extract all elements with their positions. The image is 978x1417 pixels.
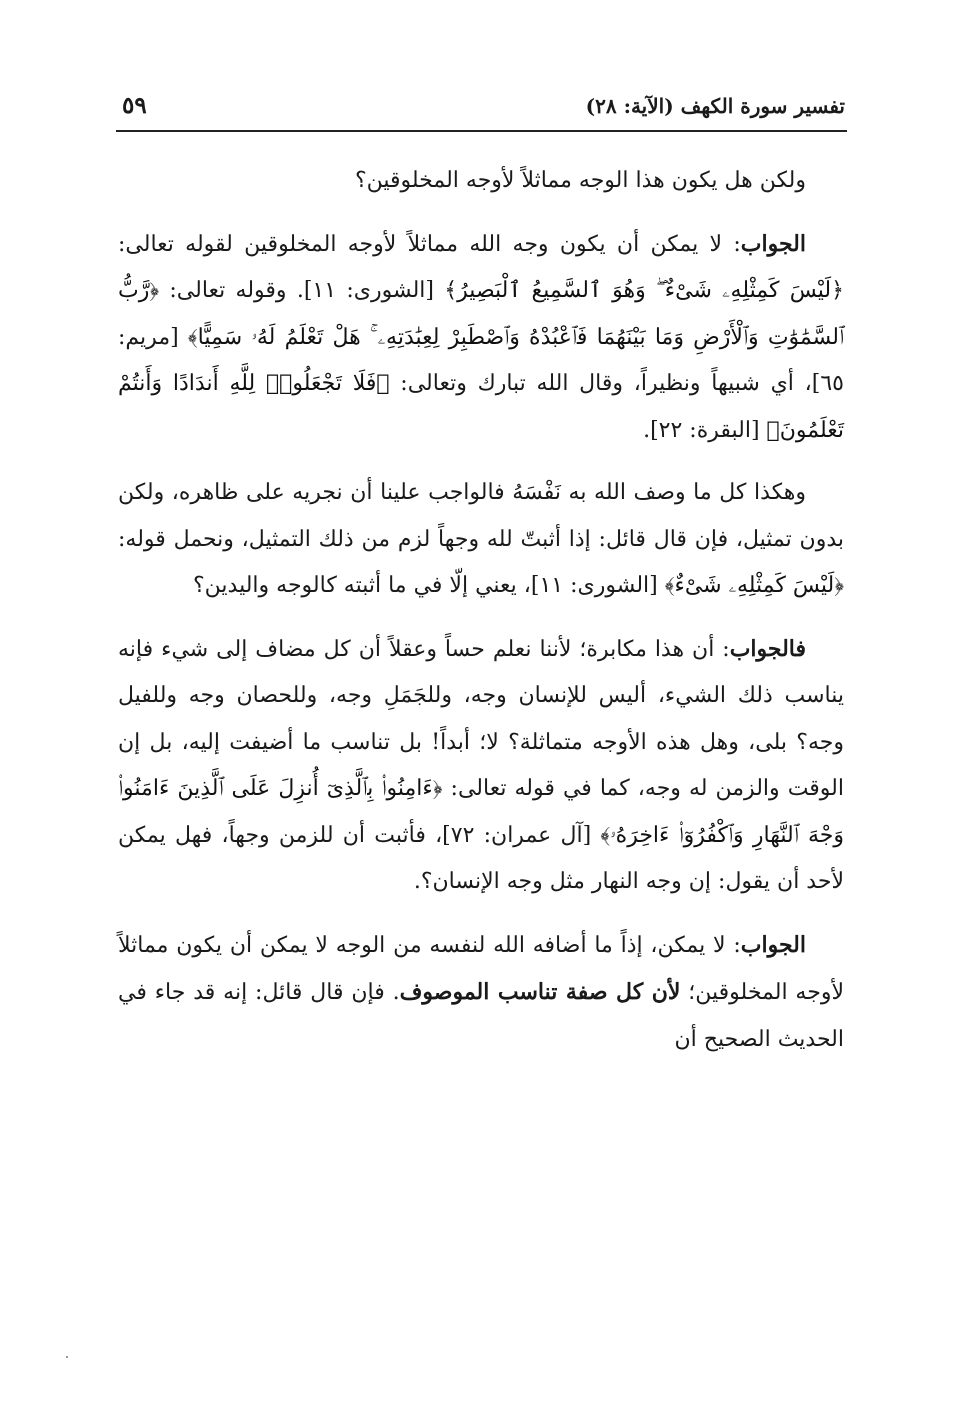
paragraph-text: [الشورى: ١١]. وقوله تعالى: (159, 278, 445, 303)
answer-label: الجواب (740, 931, 806, 958)
paragraph-text: [الشورى: ١١]، يعني إلّا في ما أثبته كالوجه واليدين؟ (192, 573, 665, 598)
paragraph-answer-1 (118, 221, 844, 455)
quran-verse: ﴿لَيْسَ كَمِثْلِهِۦ شَىْءٌ﴾ (664, 573, 844, 598)
paragraph-text: . فإن قال قائل: إنه قد جاء في الحديث الصحيح أن (118, 980, 844, 1052)
page-body (118, 158, 844, 1063)
paragraph-text: [مريم: ٦٥]، أي شبيهاً ونظيراً، وقال الله تبارك وتعالى: (118, 324, 844, 396)
paragraph-objection (118, 470, 844, 610)
paragraph-answer-2 (118, 626, 844, 906)
scan-speck (66, 1356, 68, 1358)
paragraph-text: : أن هذا مكابرة؛ لأننا نعلم حساً وعقلاً أن كل مضاف إلى شيء فإنه يناسب ذلك الشيء، أليس للإنسان وجه، وللجَمَلِ وجه، وللحصان وجه وللفيل وجه؟ بلى، وهل هذه الأوجه متماثلة؟ لا؛ أبداً! بل تناسب ما أضيفت إليه، بل إن الوقت والزمن له وجه، كما في قوله تعالى: (118, 636, 844, 801)
quran-verse: ﴿لَيْسَ كَمِثْلِهِۦ شَىْءٌ ۖ وَهُوَ ٱلسَّمِيعُ ٱلْبَصِيرُ﴾ (444, 278, 844, 303)
paragraph-text: [البقرة: ٢٢]. (643, 417, 767, 443)
paragraph-text: [آل عمران: ٧٢]، فأثبت أن للزمن وجهاً، فهل يمكن لأحد أن يقول: إن وجه النهار مثل وجه الإنسان؟. (118, 822, 844, 894)
paragraph-answer-3 (118, 922, 844, 1064)
page-number: ٥٩ (122, 92, 147, 119)
paragraph-question (118, 158, 844, 205)
paragraph-text: : لا يمكن، إذاً ما أضافه الله لنفسه من الوجه لا يمكن أن يكون مماثلاً لأوجه المخلوقين؛ (118, 932, 844, 1005)
paragraph-text: : لا يمكن أن يكون وجه الله مماثلاً لأوجه المخلوقين لقوله تعالى: (118, 231, 741, 257)
header-divider (116, 130, 847, 132)
quran-verse: ﴿رَّبُّ ٱلسَّمَٰوَٰتِ وَٱلْأَرْضِ وَمَا بَيْنَهُمَا فَٱعْبُدْهُ وَٱصْطَبِرْ لِعِبَٰدَتِهِۦ ۚ هَلْ تَعْلَمُ لَهُۥ سَمِيًّا﴾ (118, 278, 844, 350)
answer-label: الجواب (740, 230, 806, 257)
paragraph-text: ولكن هل يكون هذا الوجه مماثلاً لأوجه المخلوقين؟ (354, 168, 806, 193)
quran-verse: ﴿ءَامِنُوا۟ بِٱلَّذِىٓ أُنزِلَ عَلَى ٱلَّذِينَ ءَامَنُوا۟ وَجْهَ ٱلنَّهَارِ وَٱكْفُرُوٓا۟ ءَاخِرَهُۥ﴾ (118, 776, 844, 848)
running-title: تفسير سورة الكهف (الآية: ٢٨) (585, 94, 845, 118)
paragraph-text: وهكذا كل ما وصف الله به نَفْسَهُ فالواجب علينا أن نجريه على ظاهره، ولكن بدون تمثيل، فإن قال قائل: إذا أثبتّ لله وجهاً لزم من ذلك التمثيل، ونحمل قوله: (118, 480, 844, 552)
quran-verse: ﴿فَلَا تَجْعَلُوا۟ لِلَّهِ أَندَادًا وَأَنتُمْ تَعْلَمُونَ﴾ (118, 371, 844, 443)
page-header (118, 88, 845, 128)
answer-label: فالجواب (729, 635, 806, 662)
emphasized-text: لأن كل صفة تناسب الموصوف (399, 979, 681, 1005)
